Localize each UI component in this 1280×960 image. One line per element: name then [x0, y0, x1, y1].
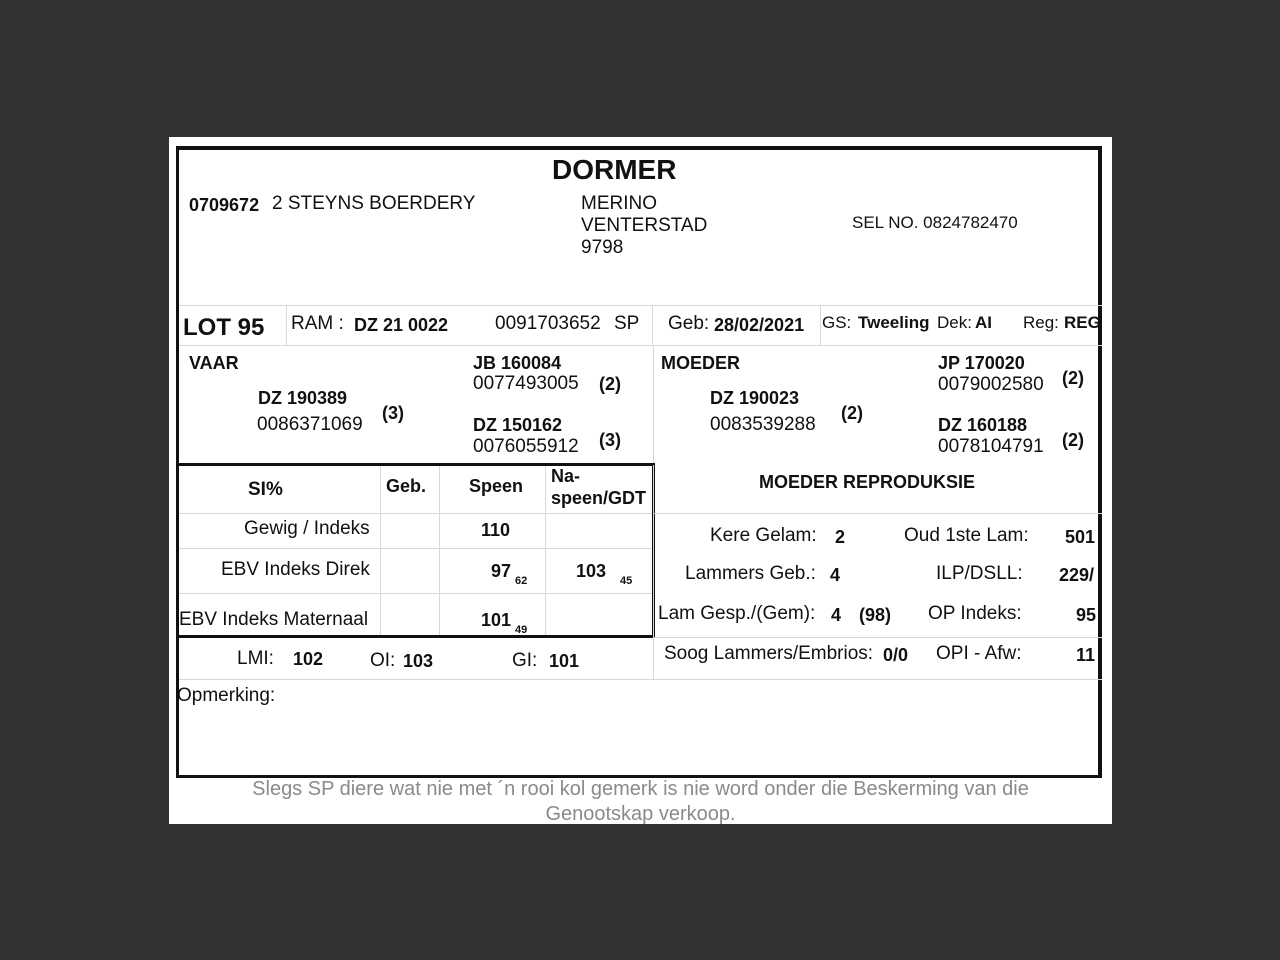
opmerking-label: Opmerking:: [177, 685, 276, 706]
breed-title: DORMER: [552, 154, 677, 185]
row-label-ebv-direk: EBV Indeks Direk: [221, 559, 370, 580]
oi-value: 103: [403, 651, 434, 671]
geb-label: Geb:: [668, 313, 710, 334]
dam-reg: 0083539288: [710, 414, 816, 435]
row-label-gewig: Gewig / Indeks: [244, 518, 370, 539]
ilp-dsll-value: 229/: [1059, 565, 1095, 585]
moeder-label: MOEDER: [661, 353, 741, 373]
lot-card: [169, 137, 1112, 824]
oud-1ste-lam-label: Oud 1ste Lam:: [904, 525, 1029, 546]
sp-flag: SP: [614, 313, 640, 334]
dam-id: DZ 190023: [710, 388, 800, 408]
card-frame: [176, 146, 1102, 778]
dam-sire-reg: 0079002580: [938, 374, 1044, 395]
gi-value: 101: [549, 651, 580, 671]
dam-grade: (2): [841, 403, 863, 423]
lammers-geb-label: Lammers Geb.:: [685, 563, 816, 584]
row-label-ebv-maternaal: EBV Indeks Maternaal: [179, 609, 369, 630]
soog-label: Soog Lammers/Embrios:: [664, 643, 874, 664]
sire-dam-grade: (3): [599, 430, 621, 450]
dam-dam-reg: 0078104791: [938, 436, 1044, 457]
gewig-speen: 110: [481, 520, 511, 540]
speen-header: Speen: [469, 476, 524, 496]
vaar-label: VAAR: [189, 353, 239, 373]
naspeen-header-1: Na-: [551, 466, 581, 486]
kere-gelam-value: 2: [835, 527, 846, 547]
op-indeks-value: 95: [1076, 605, 1097, 625]
dam-sire-grade: (2): [1062, 368, 1084, 388]
naspeen-header-2: speen/GDT: [551, 488, 647, 508]
gs-value: Tweeling: [858, 313, 930, 332]
geb-header: Geb.: [386, 476, 427, 496]
lam-gesp-label: Lam Gesp./(Gem):: [658, 603, 816, 624]
si-header: SI%: [248, 479, 283, 500]
lmi-label: LMI:: [237, 648, 274, 669]
gi-label: GI:: [512, 650, 538, 671]
dam-dam-grade: (2): [1062, 430, 1084, 450]
gs-label: GS:: [822, 313, 852, 332]
lmi-value: 102: [293, 649, 324, 669]
footer-line-1: Slegs SP diere wat nie met ´n rooi kol gemerk is nie word onder die Beskerming van die: [252, 778, 1029, 800]
ilp-dsll-label: ILP/DSLL:: [936, 563, 1023, 584]
op-indeks-label: OP Indeks:: [928, 603, 1022, 624]
sire-reg: 0086371069: [257, 414, 363, 435]
birth-date: 28/02/2021: [714, 315, 805, 335]
dam-dam-id: DZ 160188: [938, 415, 1028, 435]
lam-gesp-value: 4: [831, 605, 842, 625]
sel-number: SEL NO. 0824782470: [852, 213, 1018, 232]
ram-id: DZ 21 0022: [354, 315, 449, 335]
ebv-maternaal-speen: 101 $_{49}$: [481, 610, 528, 636]
ebv-direk-speen: 97 $_{62}$: [491, 561, 528, 587]
ram-reg-number: 0091703652: [495, 313, 601, 334]
soog-value: 0/0: [883, 645, 909, 665]
reg-value: REG: [1064, 313, 1101, 332]
lammers-geb-value: 4: [830, 565, 841, 585]
sire-sire-id: JB 160084: [473, 353, 562, 373]
address-line-3: 9798: [581, 237, 624, 258]
ebv-direk-naspeen: 103 $_{45}$: [576, 561, 633, 587]
opi-afw-label: OPI - Afw:: [936, 643, 1022, 664]
opi-afw-value: 11: [1076, 645, 1096, 665]
kere-gelam-label: Kere Gelam:: [710, 525, 817, 546]
footer-line-2: Genootskap verkoop.: [545, 803, 736, 824]
reg-label: Reg:: [1023, 313, 1059, 332]
reproduksie-title: MOEDER REPRODUKSIE: [759, 472, 976, 492]
oi-label: OI:: [370, 650, 396, 671]
sire-sire-grade: (2): [599, 374, 621, 394]
oud-1ste-lam-value: 501: [1065, 527, 1096, 547]
breeder-code: 0709672: [189, 195, 260, 215]
ram-label: RAM :: [291, 313, 344, 334]
sire-id: DZ 190389: [258, 388, 348, 408]
sire-dam-id: DZ 150162: [473, 415, 563, 435]
sire-dam-reg: 0076055912: [473, 436, 579, 457]
breeder-name: 2 STEYNS BOERDERY: [272, 193, 476, 214]
dek-value: AI: [975, 313, 992, 332]
dam-sire-id: JP 170020: [938, 353, 1025, 373]
address-line-1: MERINO: [581, 193, 657, 214]
address-line-2: VENTERSTAD: [581, 215, 708, 236]
lam-gesp-gem-value: (98): [859, 605, 892, 625]
lot-number: LOT 95: [183, 314, 265, 341]
dek-label: Dek:: [937, 313, 972, 332]
sire-sire-reg: 0077493005: [473, 373, 579, 394]
sire-grade: (3): [382, 403, 404, 423]
